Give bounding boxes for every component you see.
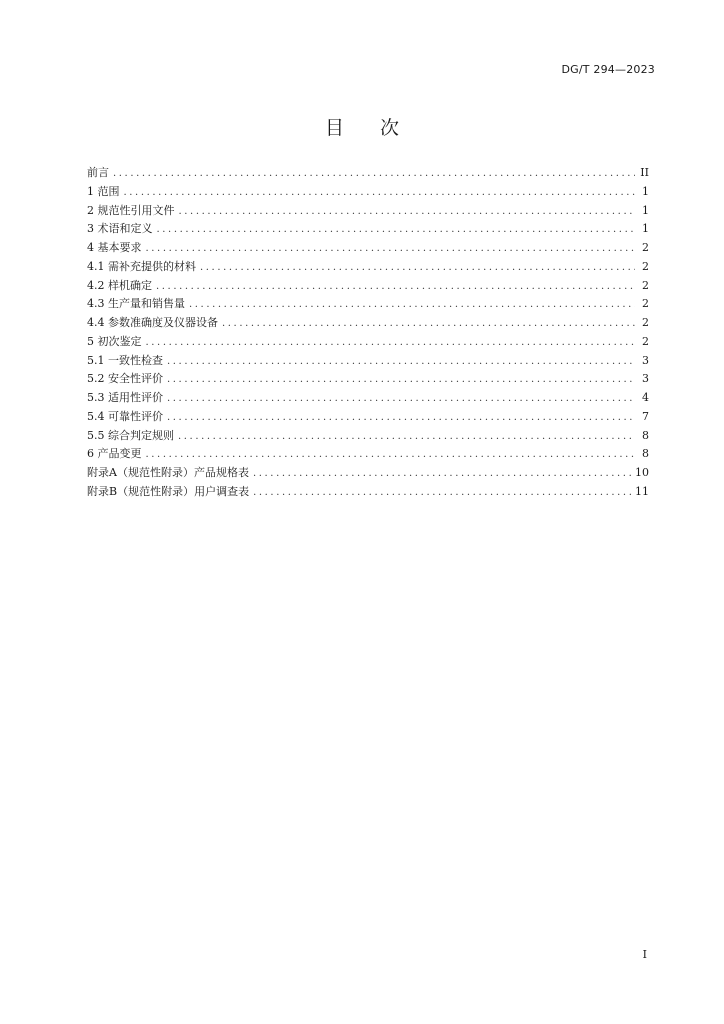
toc-entry[interactable]	[87, 370, 649, 389]
toc-entry-label: 5.2 安全性评价	[87, 372, 163, 386]
toc-entry[interactable]	[87, 277, 649, 296]
toc-leader-dots	[253, 468, 631, 479]
toc-entry-page: 3	[642, 372, 649, 386]
toc-entry-page: 2	[642, 316, 649, 329]
toc-entry[interactable]	[87, 464, 649, 483]
toc-entry-page: 7	[642, 409, 649, 423]
toc-entry-label: 6 产品变更	[87, 447, 142, 461]
toc-entry[interactable]	[87, 483, 649, 502]
toc-entry-label: 5.4 可靠性评价	[87, 409, 163, 423]
toc-leader-dots	[146, 449, 636, 460]
toc-entry[interactable]	[87, 258, 649, 277]
toc-leader-dots	[253, 487, 631, 498]
toc-leader-dots	[167, 356, 635, 367]
toc-entry-page: 2	[642, 259, 649, 273]
toc-entry[interactable]	[87, 333, 649, 352]
toc-entry-label: 附录B（规范性附录）用户调查表	[87, 484, 250, 498]
toc-entry[interactable]	[87, 427, 649, 446]
toc-entry-page: 2	[642, 278, 649, 292]
toc-leader-dots	[222, 318, 635, 329]
toc-entry[interactable]	[87, 164, 649, 183]
toc-entry-label: 3 术语和定义	[87, 222, 153, 236]
toc-leader-dots	[178, 431, 635, 442]
document-id: DG/T 294—2023	[561, 63, 655, 76]
toc-entry-label: 附录A（规范性附录）产品规格表	[87, 466, 249, 479]
toc-entry-label: 4.2 样机确定	[87, 278, 152, 292]
toc-entry-page: 11	[635, 484, 649, 498]
toc-entry[interactable]	[87, 352, 649, 371]
toc-leader-dots	[124, 187, 636, 198]
toc-leader-dots	[146, 243, 636, 254]
toc-entry[interactable]	[87, 295, 649, 314]
toc-entry-label: 4.4 参数准确度及仪器设备	[87, 316, 218, 329]
toc-entry[interactable]	[87, 239, 649, 258]
toc-leader-dots	[113, 168, 635, 179]
toc-entry-label: 前言	[87, 166, 109, 179]
toc-title: 目次	[324, 117, 435, 139]
toc-list	[87, 164, 649, 502]
toc-leader-dots	[146, 337, 636, 348]
toc-entry-label: 2 规范性引用文件	[87, 203, 175, 217]
toc-entry-label: 5.1 一致性检查	[87, 353, 163, 367]
toc-entry-page: 2	[642, 334, 649, 348]
toc-entry-page: II	[640, 166, 649, 179]
toc-leader-dots	[179, 206, 636, 217]
toc-leader-dots	[200, 262, 635, 273]
toc-entry-page: 8	[642, 447, 649, 461]
toc-entry[interactable]	[87, 202, 649, 221]
toc-entry[interactable]	[87, 389, 649, 408]
toc-entry-page: 1	[642, 222, 649, 236]
toc-entry-label: 4.1 需补充提供的材料	[87, 259, 196, 273]
toc-entry-page: 2	[642, 241, 649, 254]
toc-entry-label: 4 基本要求	[87, 241, 142, 254]
toc-leader-dots	[167, 393, 635, 404]
toc-entry-label: 4.3 生产量和销售量	[87, 297, 185, 311]
toc-entry-page: 3	[642, 353, 649, 367]
toc-entry-label: 5.5 综合判定规则	[87, 428, 174, 442]
toc-entry-page: 4	[642, 391, 649, 404]
toc-leader-dots	[167, 412, 635, 423]
toc-entry[interactable]	[87, 314, 649, 333]
toc-leader-dots	[189, 299, 635, 310]
toc-entry[interactable]	[87, 408, 649, 427]
toc-entry-page: 8	[642, 428, 649, 442]
toc-leader-dots	[157, 224, 636, 235]
toc-leader-dots	[156, 281, 635, 292]
page-number: I	[642, 948, 647, 961]
toc-leader-dots	[167, 374, 635, 385]
toc-entry-page: 1	[642, 203, 649, 217]
toc-entry-page: 10	[635, 466, 649, 479]
toc-entry-page: 2	[642, 297, 649, 311]
toc-entry[interactable]	[87, 183, 649, 202]
toc-entry-page: 1	[642, 184, 649, 198]
toc-entry-label: 1 范围	[87, 184, 120, 198]
toc-entry[interactable]	[87, 445, 649, 464]
toc-entry-label: 5.3 适用性评价	[87, 391, 163, 404]
toc-entry[interactable]	[87, 220, 649, 239]
toc-entry-label: 5 初次鉴定	[87, 334, 142, 348]
